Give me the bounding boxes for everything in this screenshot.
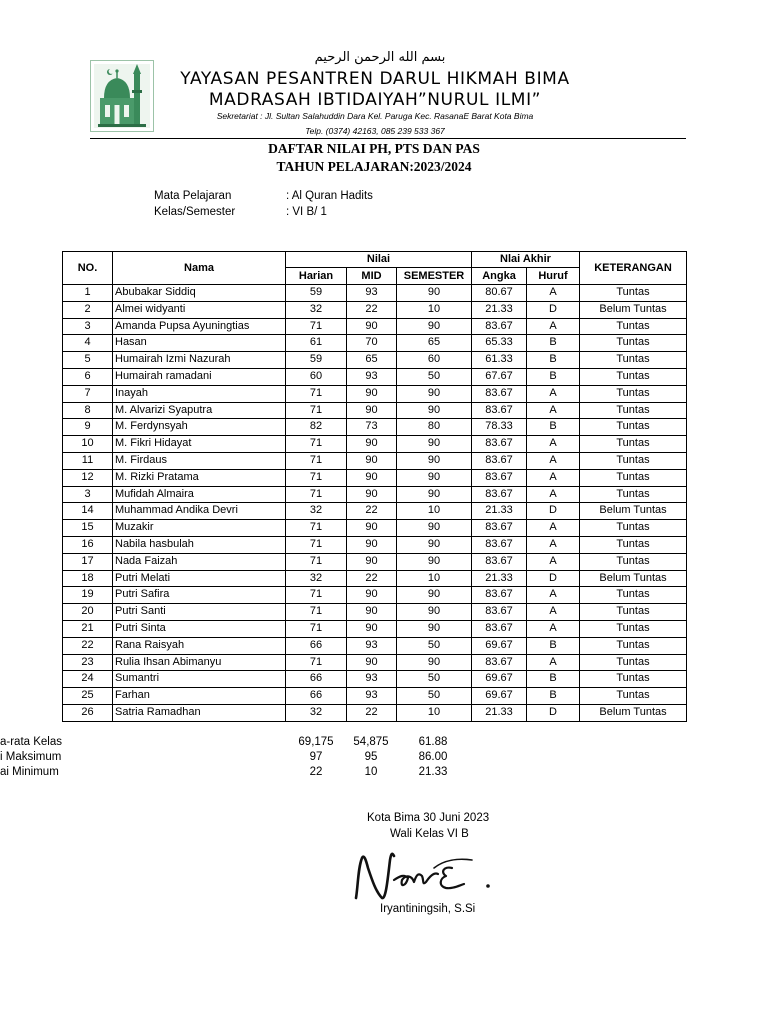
student-name: Amanda Pupsa Ayuningtias (113, 318, 286, 335)
score-mid: 93 (347, 688, 397, 705)
score-harian: 71 (286, 654, 347, 671)
summary-label: ai Minimum (0, 766, 59, 778)
final-score: 80.67 (472, 285, 527, 302)
summary-harian: 97 (309, 751, 323, 763)
row-number: 10 (63, 436, 113, 453)
final-grade: A (527, 604, 580, 621)
table-row (63, 385, 687, 402)
student-name: Putri Santi (113, 604, 286, 621)
score-mid: 90 (347, 469, 397, 486)
score-harian: 71 (286, 587, 347, 604)
final-score: 69.67 (472, 671, 527, 688)
score-harian: 71 (286, 536, 347, 553)
score-mid: 90 (347, 486, 397, 503)
signature-role: Wali Kelas VI B (390, 828, 469, 840)
student-name: Farhan (113, 688, 286, 705)
score-semester: 90 (397, 520, 472, 537)
final-grade: A (527, 402, 580, 419)
final-grade: A (527, 520, 580, 537)
table-row (63, 503, 687, 520)
header-divider (90, 138, 686, 139)
final-grade: A (527, 587, 580, 604)
score-semester: 90 (397, 469, 472, 486)
summary-semester: 21.33 (418, 766, 448, 778)
table-row (63, 654, 687, 671)
final-score: 83.67 (472, 520, 527, 537)
final-grade: A (527, 536, 580, 553)
final-score: 61.33 (472, 352, 527, 369)
header-huruf: Huruf (527, 268, 580, 285)
table-row (63, 553, 687, 570)
table-row (63, 620, 687, 637)
status: Tuntas (580, 385, 687, 402)
final-score: 83.67 (472, 469, 527, 486)
final-score: 83.67 (472, 654, 527, 671)
score-semester: 65 (397, 335, 472, 352)
score-semester: 10 (397, 704, 472, 721)
score-harian: 32 (286, 503, 347, 520)
score-semester: 50 (397, 688, 472, 705)
row-number: 2 (63, 301, 113, 318)
score-semester: 90 (397, 536, 472, 553)
table-row (63, 452, 687, 469)
final-score: 83.67 (472, 587, 527, 604)
table-row (63, 301, 687, 318)
score-semester: 90 (397, 486, 472, 503)
student-name: Hasan (113, 335, 286, 352)
status: Tuntas (580, 285, 687, 302)
table-row (63, 520, 687, 537)
student-name: Inayah (113, 385, 286, 402)
final-grade: B (527, 671, 580, 688)
score-semester: 60 (397, 352, 472, 369)
score-harian: 71 (286, 318, 347, 335)
final-score: 83.67 (472, 318, 527, 335)
final-grade: B (527, 637, 580, 654)
status: Tuntas (580, 452, 687, 469)
table-row (63, 335, 687, 352)
score-harian: 59 (286, 285, 347, 302)
table-row (63, 402, 687, 419)
row-number: 12 (63, 469, 113, 486)
foundation-name: YAYASAN PESANTREN DARUL HIKMAH BIMA (180, 69, 570, 89)
school-logo (90, 60, 154, 132)
score-mid: 90 (347, 553, 397, 570)
grades-table-body (63, 285, 687, 722)
row-number: 26 (63, 704, 113, 721)
header-angka: Angka (472, 268, 527, 285)
final-grade: A (527, 318, 580, 335)
score-harian: 71 (286, 604, 347, 621)
score-semester: 90 (397, 402, 472, 419)
final-grade: A (527, 452, 580, 469)
table-row (63, 604, 687, 621)
table-row (63, 536, 687, 553)
row-number: 4 (63, 335, 113, 352)
row-number: 17 (63, 553, 113, 570)
row-number: 9 (63, 419, 113, 436)
table-row (63, 352, 687, 369)
student-name: Almei widyanti (113, 301, 286, 318)
row-number: 16 (63, 536, 113, 553)
score-semester: 90 (397, 620, 472, 637)
table-row (63, 368, 687, 385)
score-mid: 22 (347, 503, 397, 520)
subject-value: : Al Quran Hadits (286, 190, 373, 202)
final-grade: A (527, 285, 580, 302)
score-mid: 90 (347, 452, 397, 469)
header-nama: Nama (113, 252, 286, 285)
row-number: 20 (63, 604, 113, 621)
score-mid: 22 (347, 704, 397, 721)
row-number: 21 (63, 620, 113, 637)
status: Tuntas (580, 469, 687, 486)
student-name: Putri Safira (113, 587, 286, 604)
score-semester: 90 (397, 587, 472, 604)
row-number: 7 (63, 385, 113, 402)
final-score: 83.67 (472, 553, 527, 570)
final-score: 21.33 (472, 570, 527, 587)
row-number: 19 (63, 587, 113, 604)
score-harian: 60 (286, 368, 347, 385)
score-semester: 90 (397, 654, 472, 671)
final-score: 69.67 (472, 637, 527, 654)
status: Tuntas (580, 402, 687, 419)
class-label: Kelas/Semester (154, 206, 236, 218)
header-keterangan: KETERANGAN (580, 252, 687, 285)
summary-semester: 61.88 (418, 736, 448, 748)
score-harian: 32 (286, 301, 347, 318)
row-number: 22 (63, 637, 113, 654)
score-mid: 22 (347, 301, 397, 318)
score-mid: 90 (347, 654, 397, 671)
score-semester: 50 (397, 671, 472, 688)
student-name: M. Rizki Pratama (113, 469, 286, 486)
final-grade: B (527, 688, 580, 705)
school-phone: Telp. (0374) 42163, 085 239 533 367 (305, 126, 445, 136)
mosque-icon (90, 60, 154, 132)
score-harian: 71 (286, 469, 347, 486)
summary-mid: 54,875 (353, 736, 389, 748)
score-mid: 93 (347, 368, 397, 385)
table-row (63, 704, 687, 721)
header-harian: Harian (286, 268, 347, 285)
score-mid: 93 (347, 637, 397, 654)
status: Tuntas (580, 352, 687, 369)
score-mid: 70 (347, 335, 397, 352)
status: Tuntas (580, 620, 687, 637)
final-grade: A (527, 486, 580, 503)
score-harian: 71 (286, 402, 347, 419)
score-mid: 90 (347, 402, 397, 419)
score-mid: 90 (347, 520, 397, 537)
subject-label: Mata Pelajaran (154, 190, 232, 202)
student-name: Satria Ramadhan (113, 704, 286, 721)
score-mid: 90 (347, 536, 397, 553)
score-harian: 66 (286, 637, 347, 654)
score-mid: 93 (347, 285, 397, 302)
final-grade: D (527, 301, 580, 318)
score-semester: 10 (397, 301, 472, 318)
score-harian: 71 (286, 620, 347, 637)
row-number: 23 (63, 654, 113, 671)
row-number: 3 (63, 318, 113, 335)
final-grade: A (527, 436, 580, 453)
final-grade: A (527, 553, 580, 570)
score-harian: 71 (286, 452, 347, 469)
student-name: Muzakir (113, 520, 286, 537)
summary-mid: 10 (364, 766, 378, 778)
status: Tuntas (580, 654, 687, 671)
final-score: 83.67 (472, 452, 527, 469)
header-nilai-akhir: Nlai Akhir (472, 252, 580, 268)
final-score: 21.33 (472, 704, 527, 721)
score-mid: 90 (347, 385, 397, 402)
final-grade: A (527, 620, 580, 637)
table-row (63, 419, 687, 436)
score-harian: 71 (286, 520, 347, 537)
final-score: 83.67 (472, 620, 527, 637)
final-grade: D (527, 503, 580, 520)
score-mid: 73 (347, 419, 397, 436)
table-row (63, 570, 687, 587)
student-name: Nabila hasbulah (113, 536, 286, 553)
summary-harian: 69,175 (298, 736, 334, 748)
header-semester: SEMESTER (397, 268, 472, 285)
summary-harian: 22 (309, 766, 323, 778)
score-semester: 90 (397, 604, 472, 621)
status: Tuntas (580, 335, 687, 352)
signature-place-date: Kota Bima 30 Juni 2023 (367, 812, 490, 824)
score-semester: 10 (397, 503, 472, 520)
header-nilai: Nilai (286, 252, 472, 268)
row-number: 3 (63, 486, 113, 503)
student-name: Nada Faizah (113, 553, 286, 570)
status: Tuntas (580, 436, 687, 453)
score-semester: 10 (397, 570, 472, 587)
table-row (63, 318, 687, 335)
student-name: Rana Raisyah (113, 637, 286, 654)
score-mid: 90 (347, 604, 397, 621)
row-number: 15 (63, 520, 113, 537)
final-grade: A (527, 385, 580, 402)
summary-semester: 86.00 (418, 751, 448, 763)
table-row (63, 486, 687, 503)
score-harian: 66 (286, 688, 347, 705)
final-score: 65.33 (472, 335, 527, 352)
final-grade: A (527, 469, 580, 486)
row-number: 11 (63, 452, 113, 469)
table-row (63, 587, 687, 604)
signatory-name: Iryantiningsih, S.Si (380, 903, 476, 915)
student-name: Sumantri (113, 671, 286, 688)
final-score: 67.67 (472, 368, 527, 385)
student-name: M. Firdaus (113, 452, 286, 469)
final-grade: A (527, 654, 580, 671)
score-semester: 90 (397, 436, 472, 453)
score-harian: 61 (286, 335, 347, 352)
student-name: Rulia Ihsan Abimanyu (113, 654, 286, 671)
score-harian: 32 (286, 704, 347, 721)
student-name: M. Fikri Hidayat (113, 436, 286, 453)
score-harian: 82 (286, 419, 347, 436)
table-row (63, 688, 687, 705)
student-name: Putri Melati (113, 570, 286, 587)
score-harian: 71 (286, 553, 347, 570)
status: Tuntas (580, 587, 687, 604)
score-semester: 80 (397, 419, 472, 436)
header-mid: MID (347, 268, 397, 285)
final-score: 83.67 (472, 402, 527, 419)
final-score: 21.33 (472, 503, 527, 520)
status: Belum Tuntas (580, 704, 687, 721)
score-harian: 59 (286, 352, 347, 369)
row-number: 1 (63, 285, 113, 302)
score-mid: 90 (347, 587, 397, 604)
final-score: 69.67 (472, 688, 527, 705)
final-grade: D (527, 704, 580, 721)
table-row (63, 637, 687, 654)
table-row (63, 671, 687, 688)
final-grade: B (527, 368, 580, 385)
final-score: 83.67 (472, 436, 527, 453)
school-name: MADRASAH IBTIDAIYAH”NURUL ILMI” (208, 90, 542, 110)
final-grade: B (527, 352, 580, 369)
status: Belum Tuntas (580, 301, 687, 318)
status: Tuntas (580, 671, 687, 688)
final-score: 21.33 (472, 301, 527, 318)
status: Tuntas (580, 368, 687, 385)
summary-mid: 95 (364, 751, 378, 763)
student-name: Humairah ramadani (113, 368, 286, 385)
score-semester: 50 (397, 637, 472, 654)
final-score: 83.67 (472, 536, 527, 553)
grades-table (62, 251, 687, 722)
final-score: 78.33 (472, 419, 527, 436)
document-title: DAFTAR NILAI PH, PTS DAN PAS (268, 141, 480, 156)
score-mid: 90 (347, 620, 397, 637)
score-mid: 65 (347, 352, 397, 369)
score-semester: 90 (397, 385, 472, 402)
header-no: NO. (63, 252, 113, 285)
final-grade: B (527, 419, 580, 436)
student-name: Putri Sinta (113, 620, 286, 637)
row-number: 5 (63, 352, 113, 369)
table-row (63, 285, 687, 302)
summary-label: i Maksimum (0, 751, 62, 763)
final-score: 83.67 (472, 486, 527, 503)
score-semester: 50 (397, 368, 472, 385)
score-semester: 90 (397, 285, 472, 302)
status: Tuntas (580, 419, 687, 436)
final-score: 83.67 (472, 604, 527, 621)
score-mid: 93 (347, 671, 397, 688)
status: Tuntas (580, 318, 687, 335)
row-number: 25 (63, 688, 113, 705)
final-grade: D (527, 570, 580, 587)
row-number: 14 (63, 503, 113, 520)
score-semester: 90 (397, 553, 472, 570)
status: Tuntas (580, 536, 687, 553)
status: Tuntas (580, 688, 687, 705)
score-mid: 90 (347, 436, 397, 453)
academic-year: TAHUN PELAJARAN:2023/2024 (276, 159, 472, 174)
status: Tuntas (580, 604, 687, 621)
handwritten-signature (348, 846, 508, 911)
final-grade: B (527, 335, 580, 352)
table-row (63, 436, 687, 453)
student-name: Humairah Izmi Nazurah (113, 352, 286, 369)
status: Tuntas (580, 637, 687, 654)
score-semester: 90 (397, 452, 472, 469)
student-name: Abubakar Siddiq (113, 285, 286, 302)
score-mid: 22 (347, 570, 397, 587)
status: Belum Tuntas (580, 570, 687, 587)
row-number: 24 (63, 671, 113, 688)
bismillah-text: بسم الله الرحمن الرحيم (314, 50, 446, 65)
table-row (63, 469, 687, 486)
status: Tuntas (580, 520, 687, 537)
summary-label: a-rata Kelas (0, 736, 63, 748)
final-score: 83.67 (472, 385, 527, 402)
row-number: 8 (63, 402, 113, 419)
student-name: M. Alvarizi Syaputra (113, 402, 286, 419)
score-harian: 71 (286, 385, 347, 402)
class-value: : VI B/ 1 (286, 206, 327, 218)
student-name: M. Ferdynsyah (113, 419, 286, 436)
score-harian: 71 (286, 436, 347, 453)
status: Belum Tuntas (580, 503, 687, 520)
score-harian: 32 (286, 570, 347, 587)
status: Tuntas (580, 486, 687, 503)
score-harian: 66 (286, 671, 347, 688)
status: Tuntas (580, 553, 687, 570)
score-semester: 90 (397, 318, 472, 335)
student-name: Mufidah Almaira (113, 486, 286, 503)
student-name: Muhammad Andika Devri (113, 503, 286, 520)
row-number: 6 (63, 368, 113, 385)
score-harian: 71 (286, 486, 347, 503)
row-number: 18 (63, 570, 113, 587)
school-address: Sekretariat : Jl. Sultan Salahuddin Dara Kel. Paruga Kec. RasanaE Barat Kota Bima (216, 111, 534, 121)
score-mid: 90 (347, 318, 397, 335)
